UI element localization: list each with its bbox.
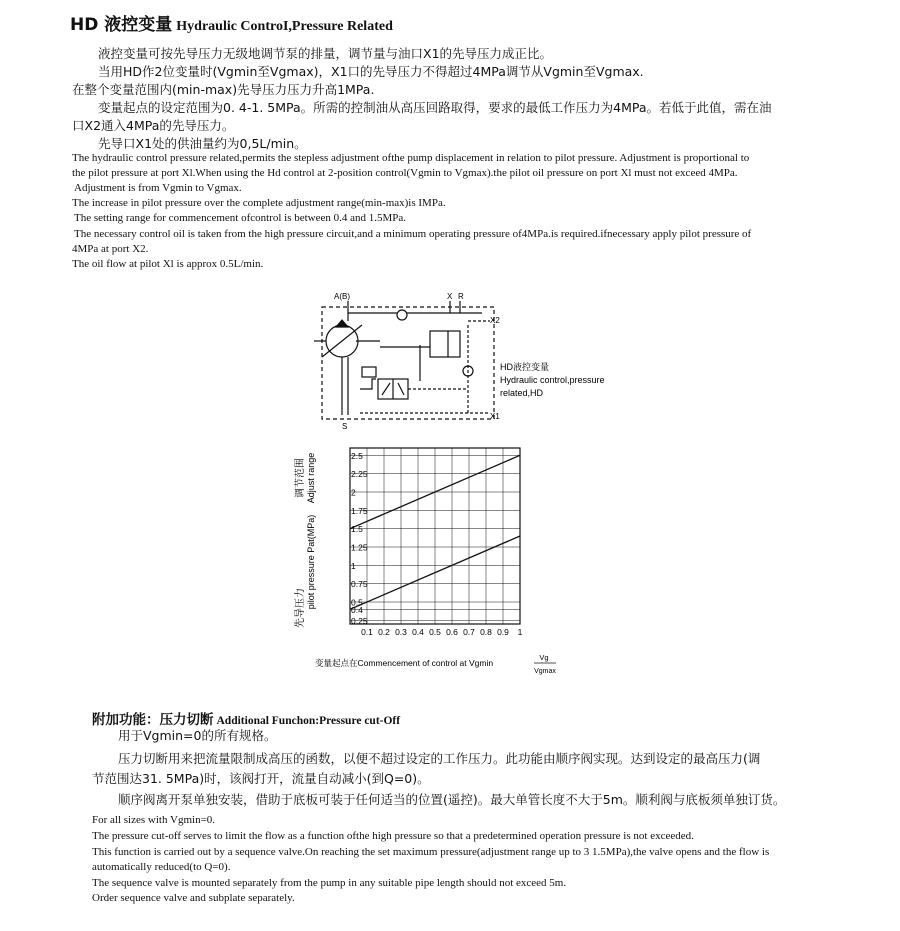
y-tick-label: 0.75: [351, 579, 368, 590]
y-tick-label: 1.25: [351, 542, 368, 553]
label-port-x2: X2: [490, 316, 500, 325]
s2-en-line-5: The sequence valve is mounted separately from the pump in any suitable pipe length should not exceed 5m.: [92, 877, 567, 889]
en-line-3: Adjustment is from Vgmin to Vgmax.: [74, 182, 242, 194]
caption-en-1: Hydraulic control,pressure: [500, 375, 605, 385]
x-axis-fraction-den: Vgmax: [534, 668, 556, 675]
y-tick-label: 0.5: [351, 597, 363, 608]
y-tick-label: 2: [351, 487, 356, 498]
chart-grid: [350, 448, 520, 624]
cn-line-4: 变量起点的设定范围为0. 4-1. 5MPa。所需的控制油从高压回路取得，要求的最低工作压力为4MPa。若低于此值，需在油: [98, 100, 772, 115]
ylabel-cn-top: 调节范围: [295, 458, 306, 498]
s2-en-line-2: The pressure cut-off serves to limit the flow as a function ofthe high pressure so that a predetermined operation pressure is not exceeded.: [92, 830, 694, 842]
x-tick-label: 0.2: [378, 627, 390, 637]
x-tick-label: 0.1: [361, 627, 373, 637]
s2-en-line-1: For all sizes with Vgmin=0.: [92, 814, 216, 826]
en-line-8: The oil flow at pilot Xl is approx 0.5L/min.: [72, 258, 264, 270]
title-en: Hydraulic ControI,Pressure Related: [176, 19, 393, 34]
en-line-1: The hydraulic control pressure related,permits the stepless adjustment ofthe pump displacement in relation to pilot pressure. Adjustment is proportional to: [72, 152, 750, 164]
x-tick-label: 0.9: [497, 627, 509, 637]
hydraulic-schematic: [300, 285, 640, 435]
label-port-x1: X1: [490, 412, 500, 421]
s2-en-line-6: Order sequence valve and subplate separately.: [92, 892, 295, 904]
section2-title-cn: 附加功能：压力切断: [92, 712, 214, 728]
s2-cn-line-2: 压力切断用来把流量限制成高压的函数，以便不超过设定的工作压力。此功能由顺序阀实现。达到设定的最高压力(调: [118, 751, 761, 766]
en-line-7: 4MPa at port X2.: [72, 243, 149, 255]
s2-cn-line-3: 节范围达31. 5MPa)时，该阀打开，流量自动减小(到Q=0)。: [92, 771, 430, 786]
s2-cn-line-4: 顺序阀离开泵单独安装，借助于底板可装于任何适当的位置(遥控)。最大单管长度不大于5m。顺利阀与底板须单独订货。: [118, 792, 786, 807]
x-tick-label: 0.6: [446, 627, 458, 637]
y-tick-label: 0.4: [351, 604, 363, 615]
y-tick-label: 1.5: [351, 524, 363, 535]
x-tick-label: 0.8: [480, 627, 492, 637]
cn-line-1: 液控变量可按先导压力无级地调节泵的排量，调节量与油口X1的先导压力成正比。: [98, 46, 553, 61]
s2-cn-line-1: 用于Vgmin=0的所有规格。: [118, 728, 277, 743]
en-line-6: The necessary control oil is taken from the high pressure circuit,and a minimum operating pressure of4MPa.is required.ifnecessary apply pilot pressure of: [74, 228, 752, 240]
x-tick-label: 0.4: [412, 627, 424, 637]
en-line-5: The setting range for commencement ofcontrol is between 0.4 and 1.5MPa.: [74, 212, 407, 224]
label-port-x: X: [447, 292, 453, 301]
x-tick-label: 1: [517, 627, 523, 637]
page-title: [70, 10, 393, 35]
ylabel-en-top: Adjust range: [306, 452, 316, 504]
y-tick-label: 2.5: [351, 450, 363, 461]
cn-line-5: 口X2通入4MPa的先导压力。: [72, 118, 235, 133]
x-tick-label: 0.3: [395, 627, 407, 637]
y-tick-label: 1.75: [351, 505, 368, 516]
section2-title-en: Additional Funchon:Pressure cut-Off: [216, 715, 401, 727]
caption-en-2: related,HD: [500, 388, 544, 398]
cylinder-symbol: [430, 331, 460, 357]
ylabel-cn-bottom: 先导压力: [295, 588, 306, 628]
x-axis-label: 变量起点在Commencement of control at Vgmin: [315, 658, 494, 668]
label-port-a: A(B): [334, 292, 350, 301]
s2-en-line-3: This function is carried out by a sequence valve.On reaching the set maximum pressure(adjustment range up to 3 1.5MPa),the valve opens and the flow is: [92, 846, 770, 858]
y-tick-label: 0.25: [351, 615, 368, 626]
cn-line-6: 先导口X1处的供油量约为0,5L/min。: [98, 136, 307, 151]
en-line-2: the pilot pressure at port Xl.When using the Hd control at 2-position control(Vgmin to Vgmax).the pilot oil pressure on port Xl must not exceed 4MPa.: [72, 167, 738, 179]
s2-en-line-4: automatically reduced(to Q=0).: [92, 861, 231, 873]
label-port-s: S: [342, 422, 348, 431]
en-line-4: The increase in pilot pressure over the complete adjustment range(min-max)is IMPa.: [72, 197, 446, 209]
label-port-r: R: [458, 292, 464, 301]
chart-x-ticks: [361, 627, 523, 637]
caption-cn: HD液控变量: [500, 362, 549, 372]
pump-arrow: [336, 320, 348, 327]
x-tick-label: 0.5: [429, 627, 441, 637]
x-tick-label: 0.7: [463, 627, 475, 637]
cn-line-3: 在整个变量范围内(min-max)先导压力压力升高1MPa.: [72, 82, 375, 97]
chart-y-ticks: [351, 451, 368, 626]
ylabel-en-bottom: pilot pressure Pat(MPa): [306, 514, 316, 610]
title-cn: HD 液控变量: [70, 15, 173, 35]
y-tick-label: 1: [351, 560, 356, 571]
cn-line-2: 当用HD作2位变量时(Vgmin至Vgmax)，X1口的先导压力不得超过4MPa调节从Vgmin至Vgmax.: [98, 64, 644, 79]
y-tick-label: 2.25: [351, 469, 368, 480]
x-axis-fraction-num: Vg: [539, 653, 549, 662]
pilot-pressure-chart: [280, 438, 580, 684]
section2-title: [92, 708, 400, 728]
